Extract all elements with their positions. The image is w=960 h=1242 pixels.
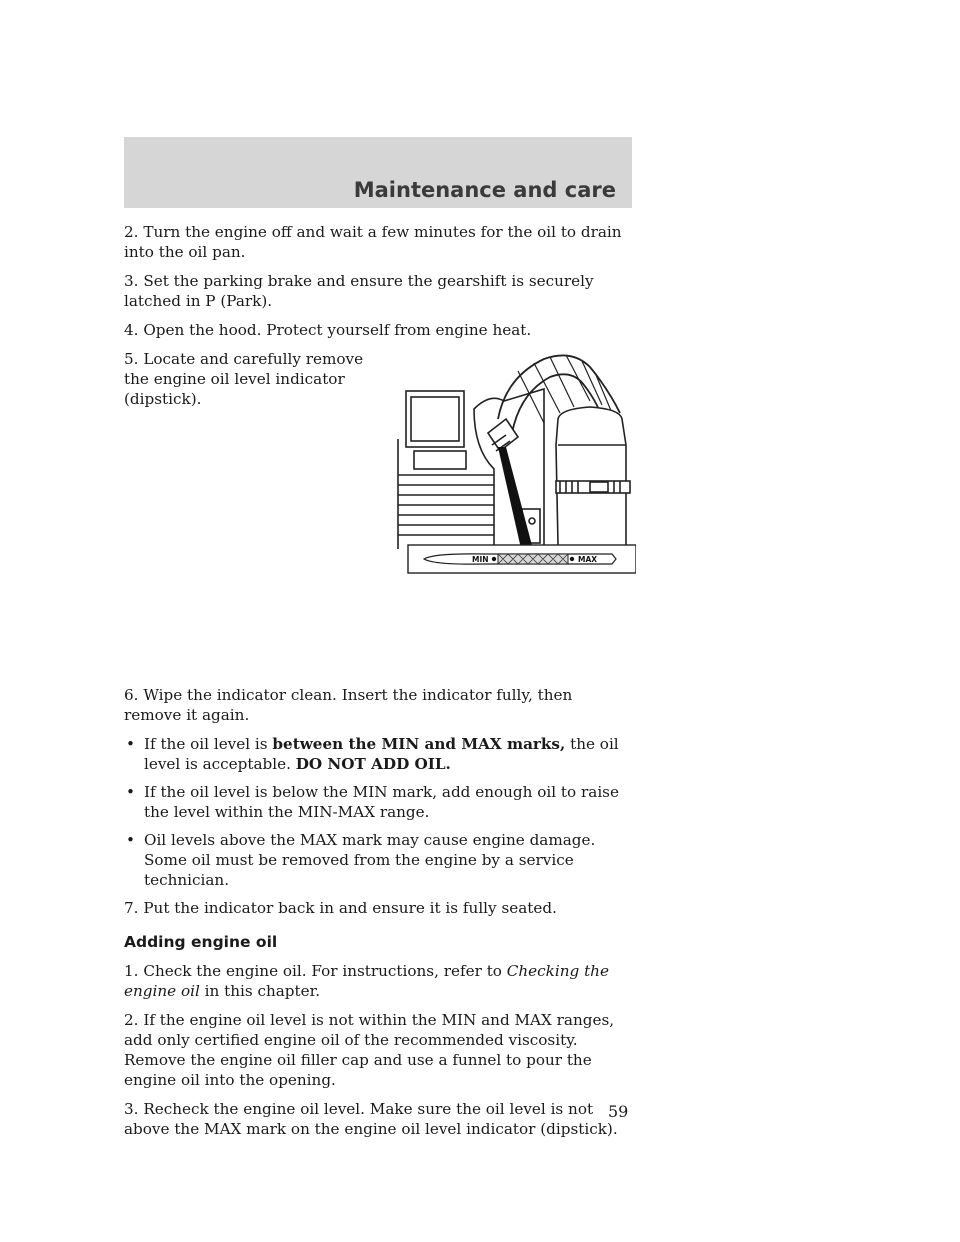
bullet-item-3: • Oil levels above the MAX mark may cause engine damage. Some oil must be removed from the engine by a service technician.	[126, 831, 596, 889]
adding-oil-step-1: 1. Check the engine oil. For instructions, refer to Checking the engine oil in this chapter.	[124, 962, 609, 1000]
header-band	[124, 137, 632, 208]
step-6: 6. Wipe the indicator clean. Insert the indicator fully, then remove it again.	[124, 686, 573, 724]
step-4: 4. Open the hood. Protect yourself from engine heat.	[124, 321, 532, 339]
bullet-item-1: • If the oil level is between the MIN and MAX marks, the oil level is acceptable. DO NOT ADD OIL.	[126, 735, 619, 773]
step-7: 7. Put the indicator back in and ensure it is fully seated.	[124, 899, 557, 917]
step-5: 5. Locate and carefully remove the engine oil level indicator (dipstick).	[124, 350, 364, 408]
step-3: 3. Set the parking brake and ensure the gearshift is securely latched in P (Park).	[124, 272, 594, 310]
step-2: 2. Turn the engine off and wait a few minutes for the oil to drain into the oil pan.	[124, 223, 622, 261]
bullet-item-2: • If the oil level is below the MIN mark, add enough oil to raise the level within the MIN-MAX range.	[126, 783, 619, 821]
bullet-icon: •	[126, 735, 135, 753]
adding-oil-step-3: 3. Recheck the engine oil level. Make sure the oil level is not above the MAX mark on the engine oil level indicator (dipstick).	[124, 1100, 618, 1138]
page-number: 59	[608, 1102, 629, 1121]
bullet-icon: •	[126, 783, 135, 801]
min-mark-label: MIN	[472, 555, 489, 564]
dipstick-illustration	[394, 349, 636, 579]
engine-dipstick-icon	[394, 349, 636, 579]
page-content	[124, 222, 634, 1148]
step-5-row	[124, 349, 634, 685]
adding-oil-step-2: 2. If the engine oil level is not within the MIN and MAX ranges, add only certified engine oil of the recommended viscosity. Remove the engine oil filler cap and use a funnel to pour the engine oil into the opening.	[124, 1011, 615, 1089]
section-heading: Adding engine oil	[124, 933, 278, 951]
bullet-icon: •	[126, 831, 135, 849]
max-mark-label: MAX	[578, 555, 598, 564]
section-header-title: Maintenance and care	[353, 178, 616, 202]
